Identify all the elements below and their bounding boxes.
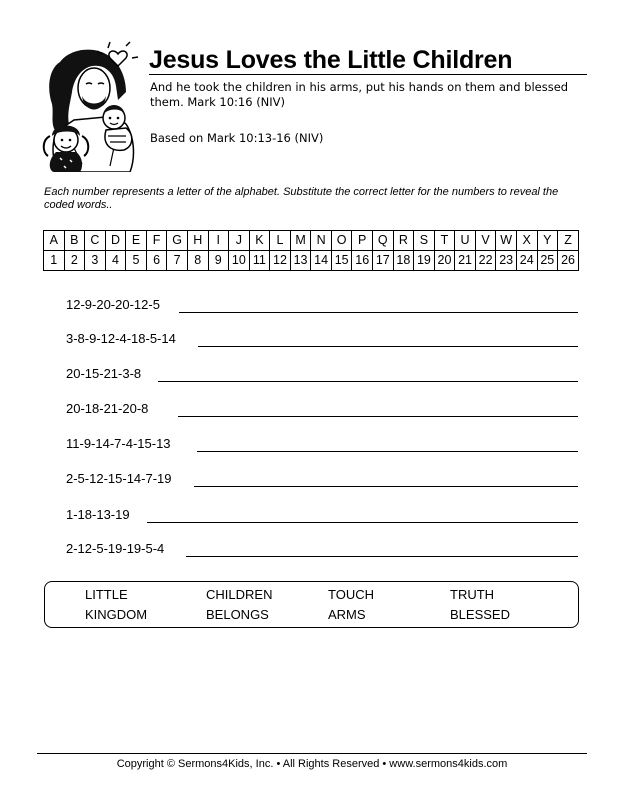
cipher-number: 16 xyxy=(352,251,373,271)
cipher-letter: W xyxy=(496,231,517,251)
cipher-number: 2 xyxy=(64,251,85,271)
cipher-number: 25 xyxy=(537,251,558,271)
coded-word: 2-12-5-19-19-5-4 xyxy=(66,541,165,556)
cipher-letter: R xyxy=(393,231,414,251)
cipher-letter: J xyxy=(229,231,250,251)
cipher-number: 1 xyxy=(44,251,65,271)
cipher-letter: S xyxy=(414,231,435,251)
word-bank xyxy=(44,581,579,628)
cipher-letter: U xyxy=(455,231,476,251)
cipher-letter: I xyxy=(208,231,229,251)
cipher-number: 5 xyxy=(126,251,147,271)
coded-word: 20-15-21-3-8 xyxy=(66,366,142,381)
cipher-number: 3 xyxy=(85,251,106,271)
answer-line[interactable] xyxy=(186,556,578,557)
cipher-letter: V xyxy=(475,231,496,251)
scripture-verse: And he took the children in his arms, put his hands on them and blessed them. Mark 10:16 (NIV) xyxy=(150,80,569,109)
coded-word: 20-18-21-20-8 xyxy=(66,401,149,416)
cipher-key-table xyxy=(43,230,579,271)
cipher-number: 24 xyxy=(516,251,537,271)
cipher-number: 14 xyxy=(311,251,332,271)
coded-word: 1-18-13-19 xyxy=(66,507,130,522)
cipher-number: 10 xyxy=(229,251,250,271)
coded-word: 12-9-20-20-12-5 xyxy=(66,297,160,312)
answer-line[interactable] xyxy=(158,381,578,382)
copyright-footer: Copyright © Sermons4Kids, Inc. • All Rights Reserved • www.sermons4kids.com xyxy=(116,758,508,770)
cipher-number: 9 xyxy=(208,251,229,271)
cipher-number: 15 xyxy=(331,251,352,271)
cipher-letter: Z xyxy=(558,231,579,251)
answer-line[interactable] xyxy=(147,522,578,523)
cipher-number: 17 xyxy=(373,251,394,271)
cipher-number: 22 xyxy=(475,251,496,271)
word-bank-item: TRUTH xyxy=(450,587,495,602)
cipher-letter: Q xyxy=(373,231,394,251)
cipher-letter: E xyxy=(126,231,147,251)
cipher-numbers-row xyxy=(44,251,579,271)
cipher-letter: O xyxy=(331,231,352,251)
word-bank-item: LITTLE xyxy=(85,587,128,602)
cipher-letter: C xyxy=(85,231,106,251)
cipher-letter: M xyxy=(290,231,311,251)
word-bank-item: BELONGS xyxy=(206,607,269,622)
instructions: Each number represents a letter of the alphabet. Substitute the correct letter for the numbers to reveal the coded words.. xyxy=(44,186,559,211)
jesus-with-children-illustration xyxy=(30,40,146,172)
cipher-letter: H xyxy=(187,231,208,251)
cipher-letter: Y xyxy=(537,231,558,251)
word-bank-item: ARMS xyxy=(328,607,366,622)
cipher-number: 11 xyxy=(249,251,270,271)
cipher-number: 12 xyxy=(270,251,291,271)
answer-line[interactable] xyxy=(194,486,578,487)
cipher-letter: L xyxy=(270,231,291,251)
coded-word: 11-9-14-7-4-15-13 xyxy=(66,436,171,451)
answer-line[interactable] xyxy=(178,416,578,417)
cipher-number: 26 xyxy=(558,251,579,271)
cipher-letter: F xyxy=(146,231,167,251)
page-title: Jesus Loves the Little Children xyxy=(149,46,513,74)
cipher-number: 23 xyxy=(496,251,517,271)
title-divider xyxy=(149,74,587,75)
cipher-letter: N xyxy=(311,231,332,251)
cipher-letter: P xyxy=(352,231,373,251)
word-bank-item: TOUCH xyxy=(328,587,374,602)
word-bank-item: CHILDREN xyxy=(206,587,273,602)
cipher-letter: B xyxy=(64,231,85,251)
cipher-number: 6 xyxy=(146,251,167,271)
cipher-number: 18 xyxy=(393,251,414,271)
cipher-number: 19 xyxy=(414,251,435,271)
coded-word: 3-8-9-12-4-18-5-14 xyxy=(66,331,176,346)
answer-line[interactable] xyxy=(179,312,578,313)
cipher-number: 21 xyxy=(455,251,476,271)
cipher-letter: K xyxy=(249,231,270,251)
scripture-reference: Based on Mark 10:13-16 (NIV) xyxy=(150,131,324,145)
word-bank-item: KINGDOM xyxy=(85,607,148,622)
cipher-letter: T xyxy=(434,231,455,251)
cipher-number: 8 xyxy=(187,251,208,271)
cipher-number: 4 xyxy=(105,251,126,271)
cipher-number: 7 xyxy=(167,251,188,271)
cipher-number: 20 xyxy=(434,251,455,271)
coded-word: 2-5-12-15-14-7-19 xyxy=(66,471,172,486)
cipher-letter: A xyxy=(44,231,65,251)
cipher-letters-row xyxy=(44,231,579,251)
cipher-letter: D xyxy=(105,231,126,251)
cipher-letter: G xyxy=(167,231,188,251)
cipher-letter: X xyxy=(516,231,537,251)
answer-line[interactable] xyxy=(198,346,578,347)
answer-line[interactable] xyxy=(197,451,578,452)
cipher-number: 13 xyxy=(290,251,311,271)
word-bank-item: BLESSED xyxy=(450,607,510,622)
footer-divider xyxy=(37,753,587,754)
